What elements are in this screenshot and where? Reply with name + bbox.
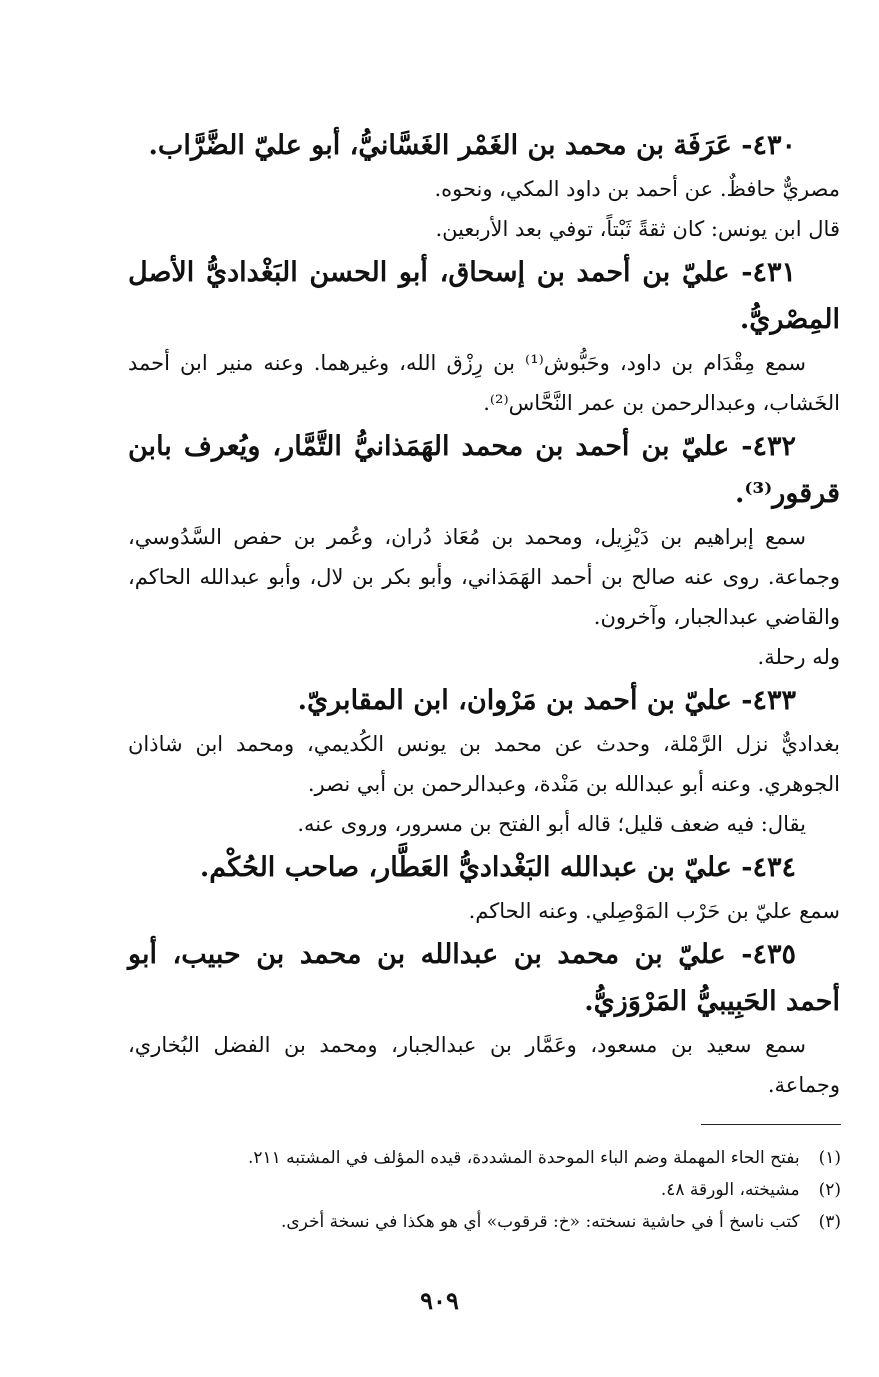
footnote-text: مشيخته، الورقة ٤٨. xyxy=(660,1180,800,1200)
entry-paragraph: وله رحلة. xyxy=(757,645,840,669)
entry-paragraph: يقال: فيه ضعف قليل؛ قاله أبو الفتح بن مسرور، وروى عنه. xyxy=(297,812,806,836)
entry-paragraph: قال ابن يونس: كان ثقةً ثَبْتاً، توفي بعد الأربعين. xyxy=(435,217,840,241)
entry-paragraph: سمع إبراهيم بن دَيْزِيل، ومحمد بن مُعَاذ دُران، وعُمر بن حفص السَّدُوسي، وجماعة. روى عنه صالح بن أحمد الهَمَذاني، وأبو بكر بن لال، وأبو عبدالله الحاكم، والقاضي عبدالجبار، وآخرون. xyxy=(128,525,840,629)
entry-title-434: ٤٣٤- عليّ بن عبدالله البَغْداديُّ العَطَّار، صاحب الحُكْم. xyxy=(199,852,796,883)
entry-paragraph: سمع سعيد بن مسعود، وعَمَّار بن عبدالجبار، ومحمد بن الفضل البُخاري، وجماعة. xyxy=(128,1033,840,1097)
entry-paragraph: مصريٌّ حافظٌ. عن أحمد بن داود المكي، ونحوه. xyxy=(434,177,840,201)
entry-title-431: ٤٣١- عليّ بن أحمد بن إسحاق، أبو الحسن البَغْداديُّ الأصل المِصْريُّ. xyxy=(128,257,840,335)
entry-title-430: ٤٣٠- عَرَفَة بن محمد بن الغَمْر الغَسَّانيُّ، أبو عليّ الضَّرَّاب. xyxy=(148,130,796,161)
entry-title-433: ٤٣٣- عليّ بن أحمد بن مَرْوان، ابن المقابريّ. xyxy=(297,685,796,716)
entry-paragraph: سمع عليّ بن حَرْب المَوْصِلي. وعنه الحاكم. xyxy=(468,899,840,923)
entry-paragraph: سمع مِقْدَام بن داود، وحَبُّوش⁽¹⁾ بن رِزْق الله، وغيرهما. وعنه منير ابن أحمد الخَشاب، وعبدالرحمن بن عمر النَّحَّاس⁽²⁾. xyxy=(128,351,840,415)
footnote-1 xyxy=(141,1142,841,1174)
footnote-number: (٣) xyxy=(818,1212,841,1232)
entry-title-432: ٤٣٢- عليّ بن أحمد بن محمد الهَمَذانيُّ التَّمَّار، ويُعرف بابن قرقور⁽³⁾. xyxy=(128,431,840,509)
entry-title-435: ٤٣٥- عليّ بن محمد بن عبدالله بن محمد بن حبيب، أبو أحمد الحَبِيبيُّ المَرْوَزيُّ. xyxy=(128,939,840,1017)
footnote-2 xyxy=(141,1174,841,1206)
footnote-number: (٢) xyxy=(818,1180,841,1200)
footnote-separator xyxy=(701,1124,841,1125)
footnote-3 xyxy=(141,1206,841,1238)
page-number: ٩٠٩ xyxy=(420,1286,459,1315)
entry-paragraph: بغداديٌّ نزل الرَّمْلة، وحدث عن محمد بن يونس الكُديمي، ومحمد ابن شاذان الجوهري. وعنه أبو عبدالله بن مَنْدة، وعبدالرحمن بن أبي نصر. xyxy=(128,732,840,796)
footnote-text: كتب ناسخ أ في حاشية نسخته: «خ: قرقوب» أي هو هكذا في نسخة أخرى. xyxy=(280,1212,800,1232)
footnotes xyxy=(141,1142,841,1238)
main-text xyxy=(128,122,840,1105)
footnote-number: (١) xyxy=(818,1148,841,1168)
footnote-text: بفتح الحاء المهملة وضم الباء الموحدة المشددة، قيده المؤلف في المشتبه ٢١١. xyxy=(247,1148,800,1168)
